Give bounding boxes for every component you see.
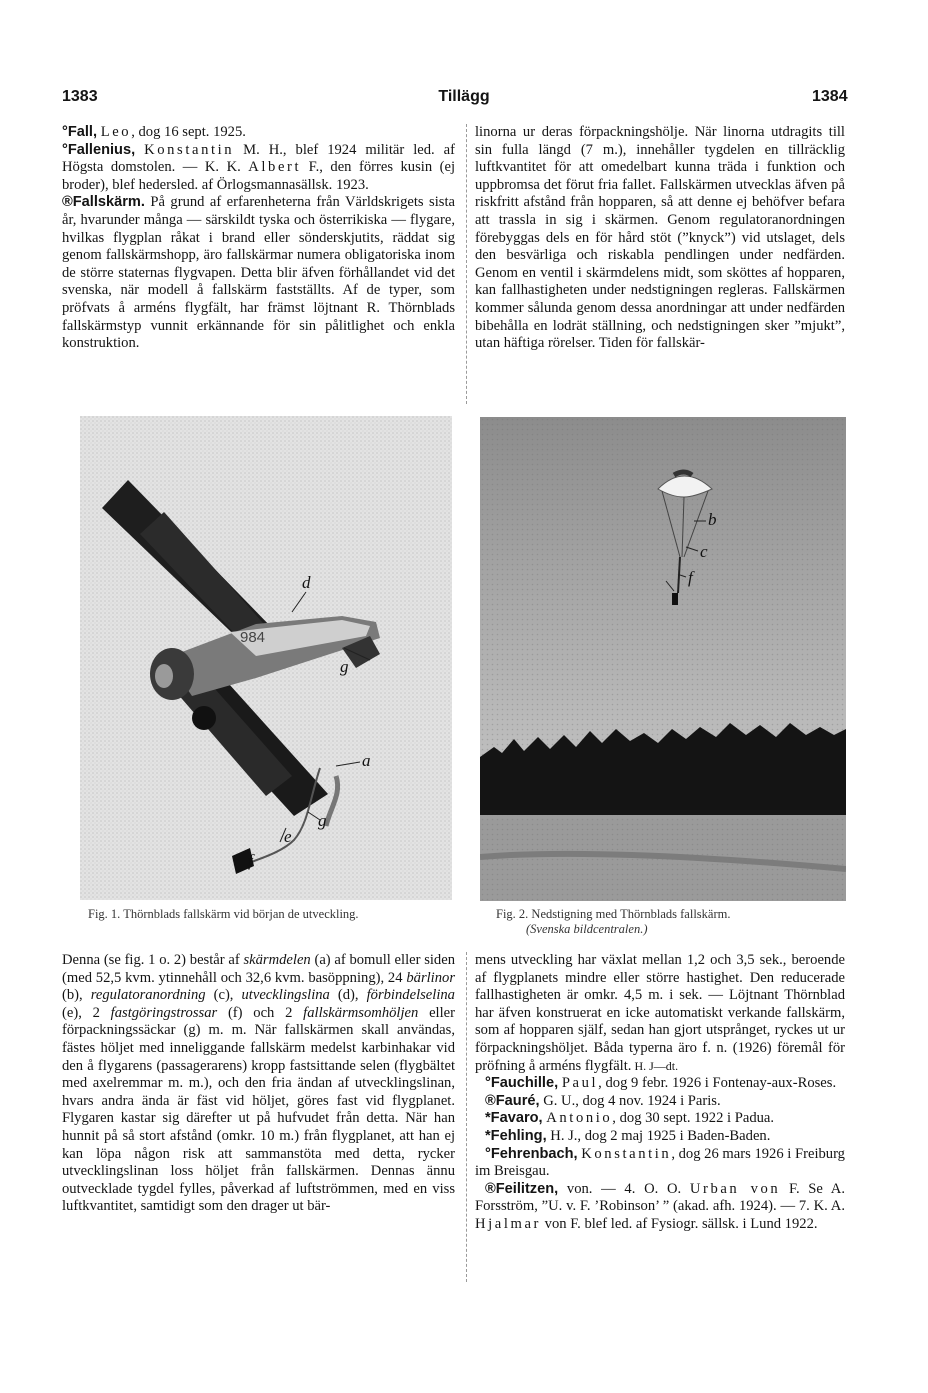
entry-fall: °Fall, Leo, dog 16 sept. 1925.: [62, 124, 246, 140]
parachute-timing: mens utveckling har växlat mellan 1,2 och 3,5 sek., beroende af flygplanets mindre eller större hastighet. Den reducerade fallhastigheten är omkr. 4,5 m. i sek. — Löjtnant Thörnblad har äfven konstruerat en icke automatiskt verkande fallskärm, som af hopparen själf, sedan han gjort utsprånget, ryckes ut ur förpackningshöljet. Båda typerna äro f. n. (1926) föremål för pröfning å arméns flygfält. H. J—dt.: [475, 952, 845, 1074]
plane-number-label: 984: [240, 629, 266, 646]
label-f-jumper: f: [688, 568, 693, 587]
label-d: d: [302, 573, 311, 592]
entry-faure: ®Fauré, G. U., dog 4 nov. 1924 i Paris.: [485, 1092, 721, 1109]
figure-1-caption: Fig. 1. Thörnblads fallskärm vid början de utveckling.: [88, 907, 359, 921]
top-right-column: [475, 124, 845, 353]
entry-favaro: *Favaro, Antonio, dog 30 sept. 1922 i Padua.: [485, 1110, 775, 1127]
bottom-right-column: [475, 952, 845, 1234]
entry-fauchille: °Fauchille, Paul, dog 9 febr. 1926 i Fontenay-aux-Roses.: [485, 1075, 837, 1092]
label-g-upper: g: [340, 657, 349, 676]
figure-2-caption: [496, 907, 836, 937]
top-left-column: [62, 124, 455, 353]
parachute-descent-photo: [480, 417, 846, 901]
page-number-right: 1384: [812, 88, 848, 105]
entry-feilitzen: ®Feilitzen, von. — 4. O. O. Urban von F. Se A. Forsström, ”U. v. F. ’Robinson’ ” (akad. afh. 1924). — 7. K. A. Hjalmar von F. blef led. af Fysiogr. sällsk. i Lund 1922.: [475, 1180, 845, 1232]
entry-fallskarm: ®Fallskärm. På grund af erfarenheterna från Världskrigets sista år, hvarunder många — särskildt tyska och österrikiska — flygare, hvilkas flygplan råkat i brand eller sönderskjutits, räddat sig genom fallskärmshopp, äro fallskärmar numera obligatoriska inom de större staternas flygvapen. Detta blir äfven förhållandet vid det svenska, när modell å fallskärm fastställts. Af de typer, som pröfvats å arméns flygfält, har främst löjtnant R. Thörnblads fallskärmstyp vunnit erkännande för sin pålitlighet och enkla konstruktion.: [62, 194, 455, 352]
figure-2-caption-credit: (Svenska bildcentralen.): [526, 922, 648, 936]
column-divider-bottom: [466, 952, 467, 1282]
entry-fallenius: °Fallenius, Konstantin M. H., blef 1924 militär led. af Högsta domstolen. — K. K. Albert F., den förres kusin (ej broder), blef hedersled. af Örlogsmannasällsk. 1923.: [62, 141, 456, 193]
page-number-left: 1383: [62, 88, 98, 105]
airplane-illustration: [80, 416, 452, 900]
label-a: a: [362, 751, 371, 770]
figure-2-caption-line1: Fig. 2. Nedstigning med Thörnblads fallskärm.: [496, 907, 731, 921]
fallskarm-continuation: linorna ur deras förpackningshölje. När linorna utdragits till sin fulla längd (7 m.), innehåller tygdelen en tillräcklig luftkvantitet för att omedelbart kunna träda i funktion och uppbromsa det förut fria fallet. Fallskärmen utvecklas äfven på riskfritt afstånd från hopparen, så att denne ej behöfver befara att trassla in sig i skärmen. Genom regulatoranordningen förebyggas dels en för hård stöt (”knyck”) vid utslaget, dels den besvärliga och riskabla pendlingen under nedfärden. Genom en ventil i skärmdelens midt, som sköttes af hopparen, kan fallhastigheten under nedstigningen regleras. Fallskärmen kommer sålunda genom dessa anordningar att under nedfärden bibehålla en lodrät ställning, och nedstigningen sker ”mjukt”, utan häftiga rörelser. Tiden för fallskär-: [475, 124, 845, 352]
figure-1-photo: [80, 416, 452, 900]
parachute-description: Denna (se fig. 1 o. 2) består af skärmdelen (a) af bomull eller siden (med 52,5 kvm. ytinnehåll och 32,6 kvm. basöppning), 24 bärlinor (b), regulatoranordning (c), utvecklingslina (d), förbindelselina (e), 2 fastgöringstrossar (f) och 2 fallskärmsomhöljen eller förpackningssäckar (g) m. m. När fallskärmen skall användas, fästes höljet med inneliggande fallskärm medelst karbinhakar vid den å flygarens (passagerarens) kropp fastsittande selen (flygbältet med axelremmar m. m.), och den fria ändan af utvecklingslinan, hvars andra ända är fäst vid höljet, göres fast vid flygplanet. Flygaren kastar sig därefter ut på hufvudet från detta. När han hunnit på så stort afstånd (omkr. 10 m.) från flygplanet, att han ej kan löpa någon risk att sammanstöta med detta, rycker utvecklingslinan loss höljet från fallskärmen. Dennas ännu outvecklade tygdel fylles, påverkad af luftströmmen, med en viss luftkvantitet, samtidigt som den drager ut bär-: [62, 952, 456, 1215]
label-g-lower: g: [318, 811, 327, 830]
bottom-left-column: [62, 952, 455, 1216]
entry-fehrenbach: °Fehrenbach, Konstantin, dog 26 mars 1926 i Freiburg im Breisgau.: [475, 1145, 845, 1180]
label-e: e: [284, 827, 292, 846]
running-title: Tillägg: [438, 88, 490, 105]
label-f: f: [248, 851, 253, 870]
column-divider-top: [466, 124, 467, 404]
figure-2-photo: [480, 417, 846, 901]
label-b: b: [708, 510, 717, 529]
label-c: c: [700, 542, 708, 561]
entry-fehling: *Fehling, H. J., dog 2 maj 1925 i Baden-Baden.: [485, 1127, 771, 1144]
